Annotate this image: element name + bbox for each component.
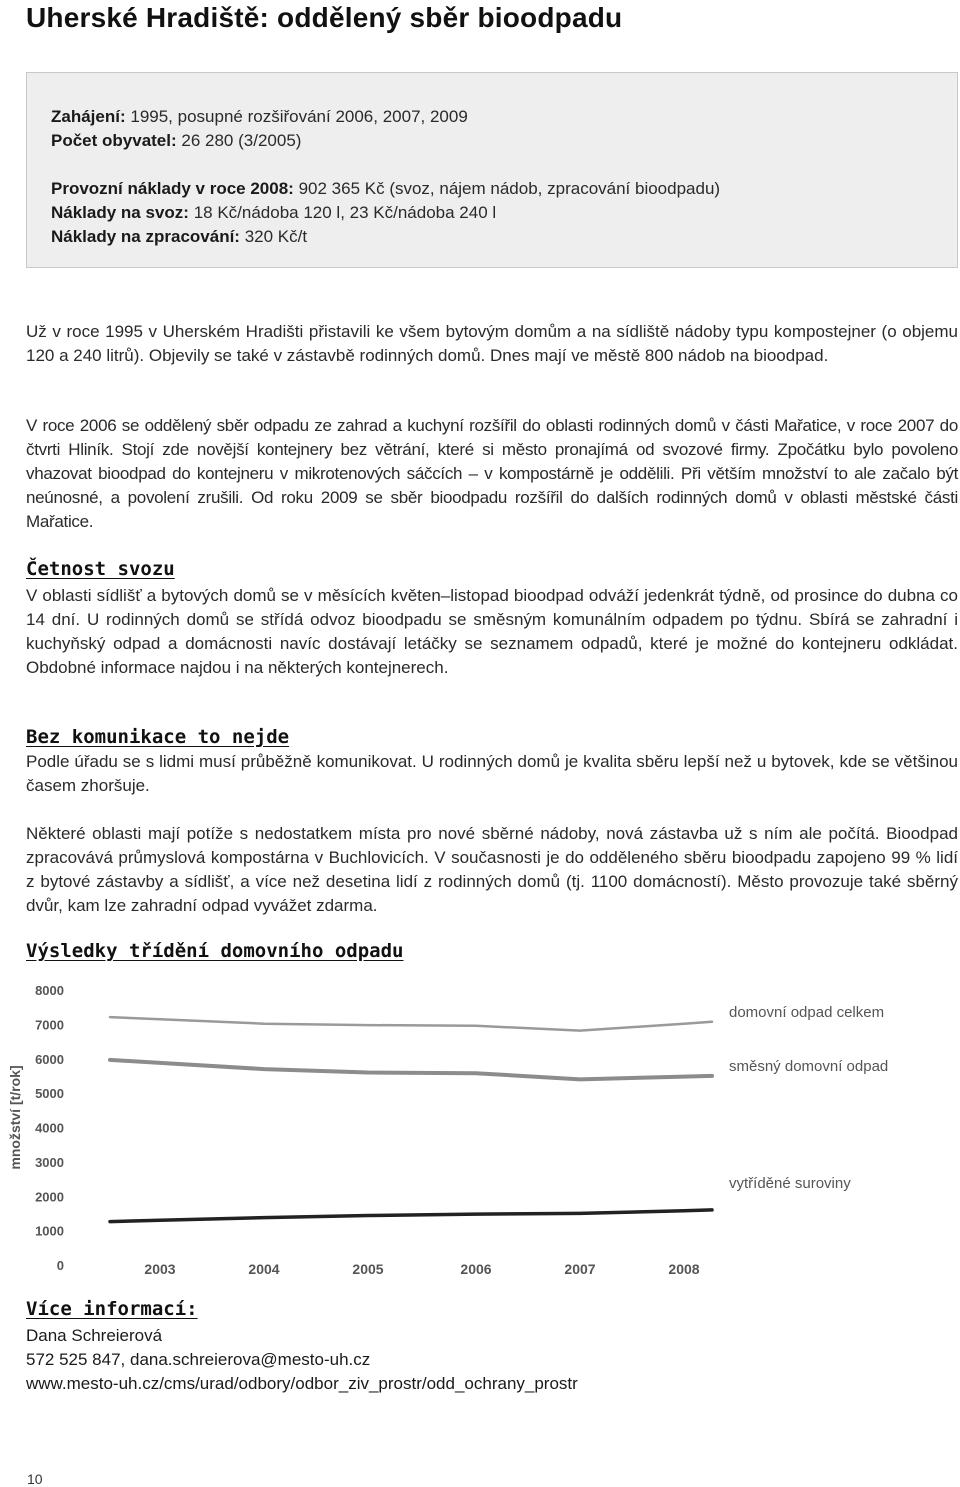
frequency-heading: Četnost svozu: [26, 558, 175, 580]
info-processing-label: Náklady na zpracování:: [51, 227, 240, 246]
y-tick-label: 3000: [35, 1154, 64, 1170]
info-population: [51, 131, 301, 151]
series-line: [110, 1060, 712, 1080]
legend-label: vytříděné suroviny: [729, 1175, 851, 1192]
y-tick-label: 2000: [35, 1189, 64, 1205]
info-population-label: Počet obyvatel:: [51, 131, 177, 150]
frequency-paragraph: V oblasti sídlišť a bytových domů se v měsících květen–listopad bioodpad odváží jedenkrát týdně, od prosince do dubna co 14 dní. U rodinných domů se střídá odvoz bioodpadu se směsným komunálním odpadem po týdnu. Sbírá se zahradní i kuchyňský odpad a domácnosti navíc dostávají letáčky se seznamem odpadů, které je možné do kontejneru odkládat. Obdobné informace najdou i na některých kontejnerech.: [26, 586, 958, 677]
chart-svg: [0, 978, 960, 1298]
legend-label: směsný domovní odpad: [729, 1058, 889, 1075]
contact-phone-email[interactable]: 572 525 847, dana.schreierova@mesto-uh.cz: [26, 1350, 371, 1369]
legend-label: domovní odpad celkem: [729, 1004, 885, 1021]
y-tick-label: 0: [56, 1258, 64, 1273]
x-tick-label: 2007: [564, 1261, 596, 1277]
info-start: [51, 107, 468, 127]
y-tick-label: 6000: [35, 1051, 64, 1067]
page-title: Uherské Hradiště: oddělený sběr bioodpadu: [26, 2, 623, 33]
y-tick-label: 1000: [35, 1223, 64, 1239]
info-collection-label: Náklady na svoz:: [51, 203, 189, 222]
x-tick-label: 2008: [668, 1261, 700, 1277]
y-tick-label: 5000: [35, 1086, 64, 1102]
info-processing-value: 320 Kč/t: [244, 227, 308, 246]
contact-name: Dana Schreierová: [26, 1326, 163, 1345]
y-axis-label: množství [t/rok]: [7, 1065, 23, 1170]
page-number: 10: [27, 1471, 43, 1487]
info-processing: [51, 227, 307, 247]
communication-paragraph-1: Podle úřadu se s lidmi musí průběžně komunikovat. U rodinných domů je kvalita sběru lepší než u bytovek, kde se většinou časem zhoršuje.: [26, 752, 958, 795]
communication-paragraph-2: Některé oblasti mají potíže s nedostatkem místa pro nové sběrné nádoby, nová zástavba už s ním ale počítá. Bioodpad zpracovává průmyslová kompostárna v Buchlovicích. V současnosti je do odděleného sběru bioodpadu zapojeno 99 % lidí z bytové zástavby a sídlišť, a více než desetina lidí z rodinných domů (tj. 1100 domácností). Město provozuje také sběrný dvůr, kam lze zahradní odpad vyvážet zdarma.: [26, 824, 958, 915]
x-tick-label: 2004: [248, 1261, 280, 1277]
x-tick-label: 2006: [460, 1261, 492, 1277]
y-tick-label: 8000: [35, 983, 64, 998]
info-costs-value: 902 365 Kč (svoz, nájem nádob, zpracování bioodpadu): [298, 179, 721, 198]
intro-paragraph-2: V roce 2006 se oddělený sběr odpadu ze zahrad a kuchyní rozšířil do oblasti rodinných domů v části Mařatice, v roce 2007 do čtvrti Hliník. Stojí zde novější kontejnery bez větrání, které si město pronajímá od svozové firmy. Zpočátku bylo povoleno vhazovat bioodpad do kontejneru v mikrotenových sáčcích – v kompostárně je oddělili. Při větším množství to ale začalo být neúnosné, a povolení zrušili. Od roku 2009 se sběr bioodpadu rozšířil do dalších rodinných domů v oblasti městské části Mařatice.: [26, 416, 958, 531]
y-tick-label: 7000: [35, 1017, 64, 1033]
info-costs: [51, 179, 720, 199]
communication-heading: Bez komunikace to nejde: [26, 726, 290, 748]
results-heading: Výsledky třídění domovního odpadu: [26, 940, 404, 962]
info-start-value: 1995, posupné rozšiřování 2006, 2007, 2009: [130, 107, 468, 126]
series-line: [110, 1210, 712, 1222]
contact-url[interactable]: www.mesto-uh.cz/cms/urad/odbory/odbor_ziv_prostr/odd_ochrany_prostr: [26, 1374, 578, 1393]
x-tick-label: 2003: [144, 1261, 176, 1277]
info-costs-label: Provozní náklady v roce 2008:: [51, 179, 294, 198]
series-line: [110, 1017, 712, 1031]
info-collection: [51, 203, 496, 223]
y-tick-label: 4000: [35, 1120, 64, 1136]
info-box: [26, 72, 958, 268]
x-tick-label: 2005: [352, 1261, 384, 1277]
info-start-label: Zahájení:: [51, 107, 126, 126]
contact-heading: Více informací:: [26, 1298, 198, 1320]
intro-paragraph-1: Už v roce 1995 v Uherském Hradišti přistavili ke všem bytovým domům a na sídliště nádoby typu kompostejner (o objemu 120 a 240 litrů). Objevily se také v zástavbě rodinných domů. Dnes mají ve městě 800 nádob na bioodpad.: [26, 322, 958, 365]
info-population-value: 26 280 (3/2005): [181, 131, 302, 150]
waste-chart: [0, 978, 960, 1298]
info-collection-value: 18 Kč/nádoba 120 l, 23 Kč/nádoba 240 l: [193, 203, 497, 222]
